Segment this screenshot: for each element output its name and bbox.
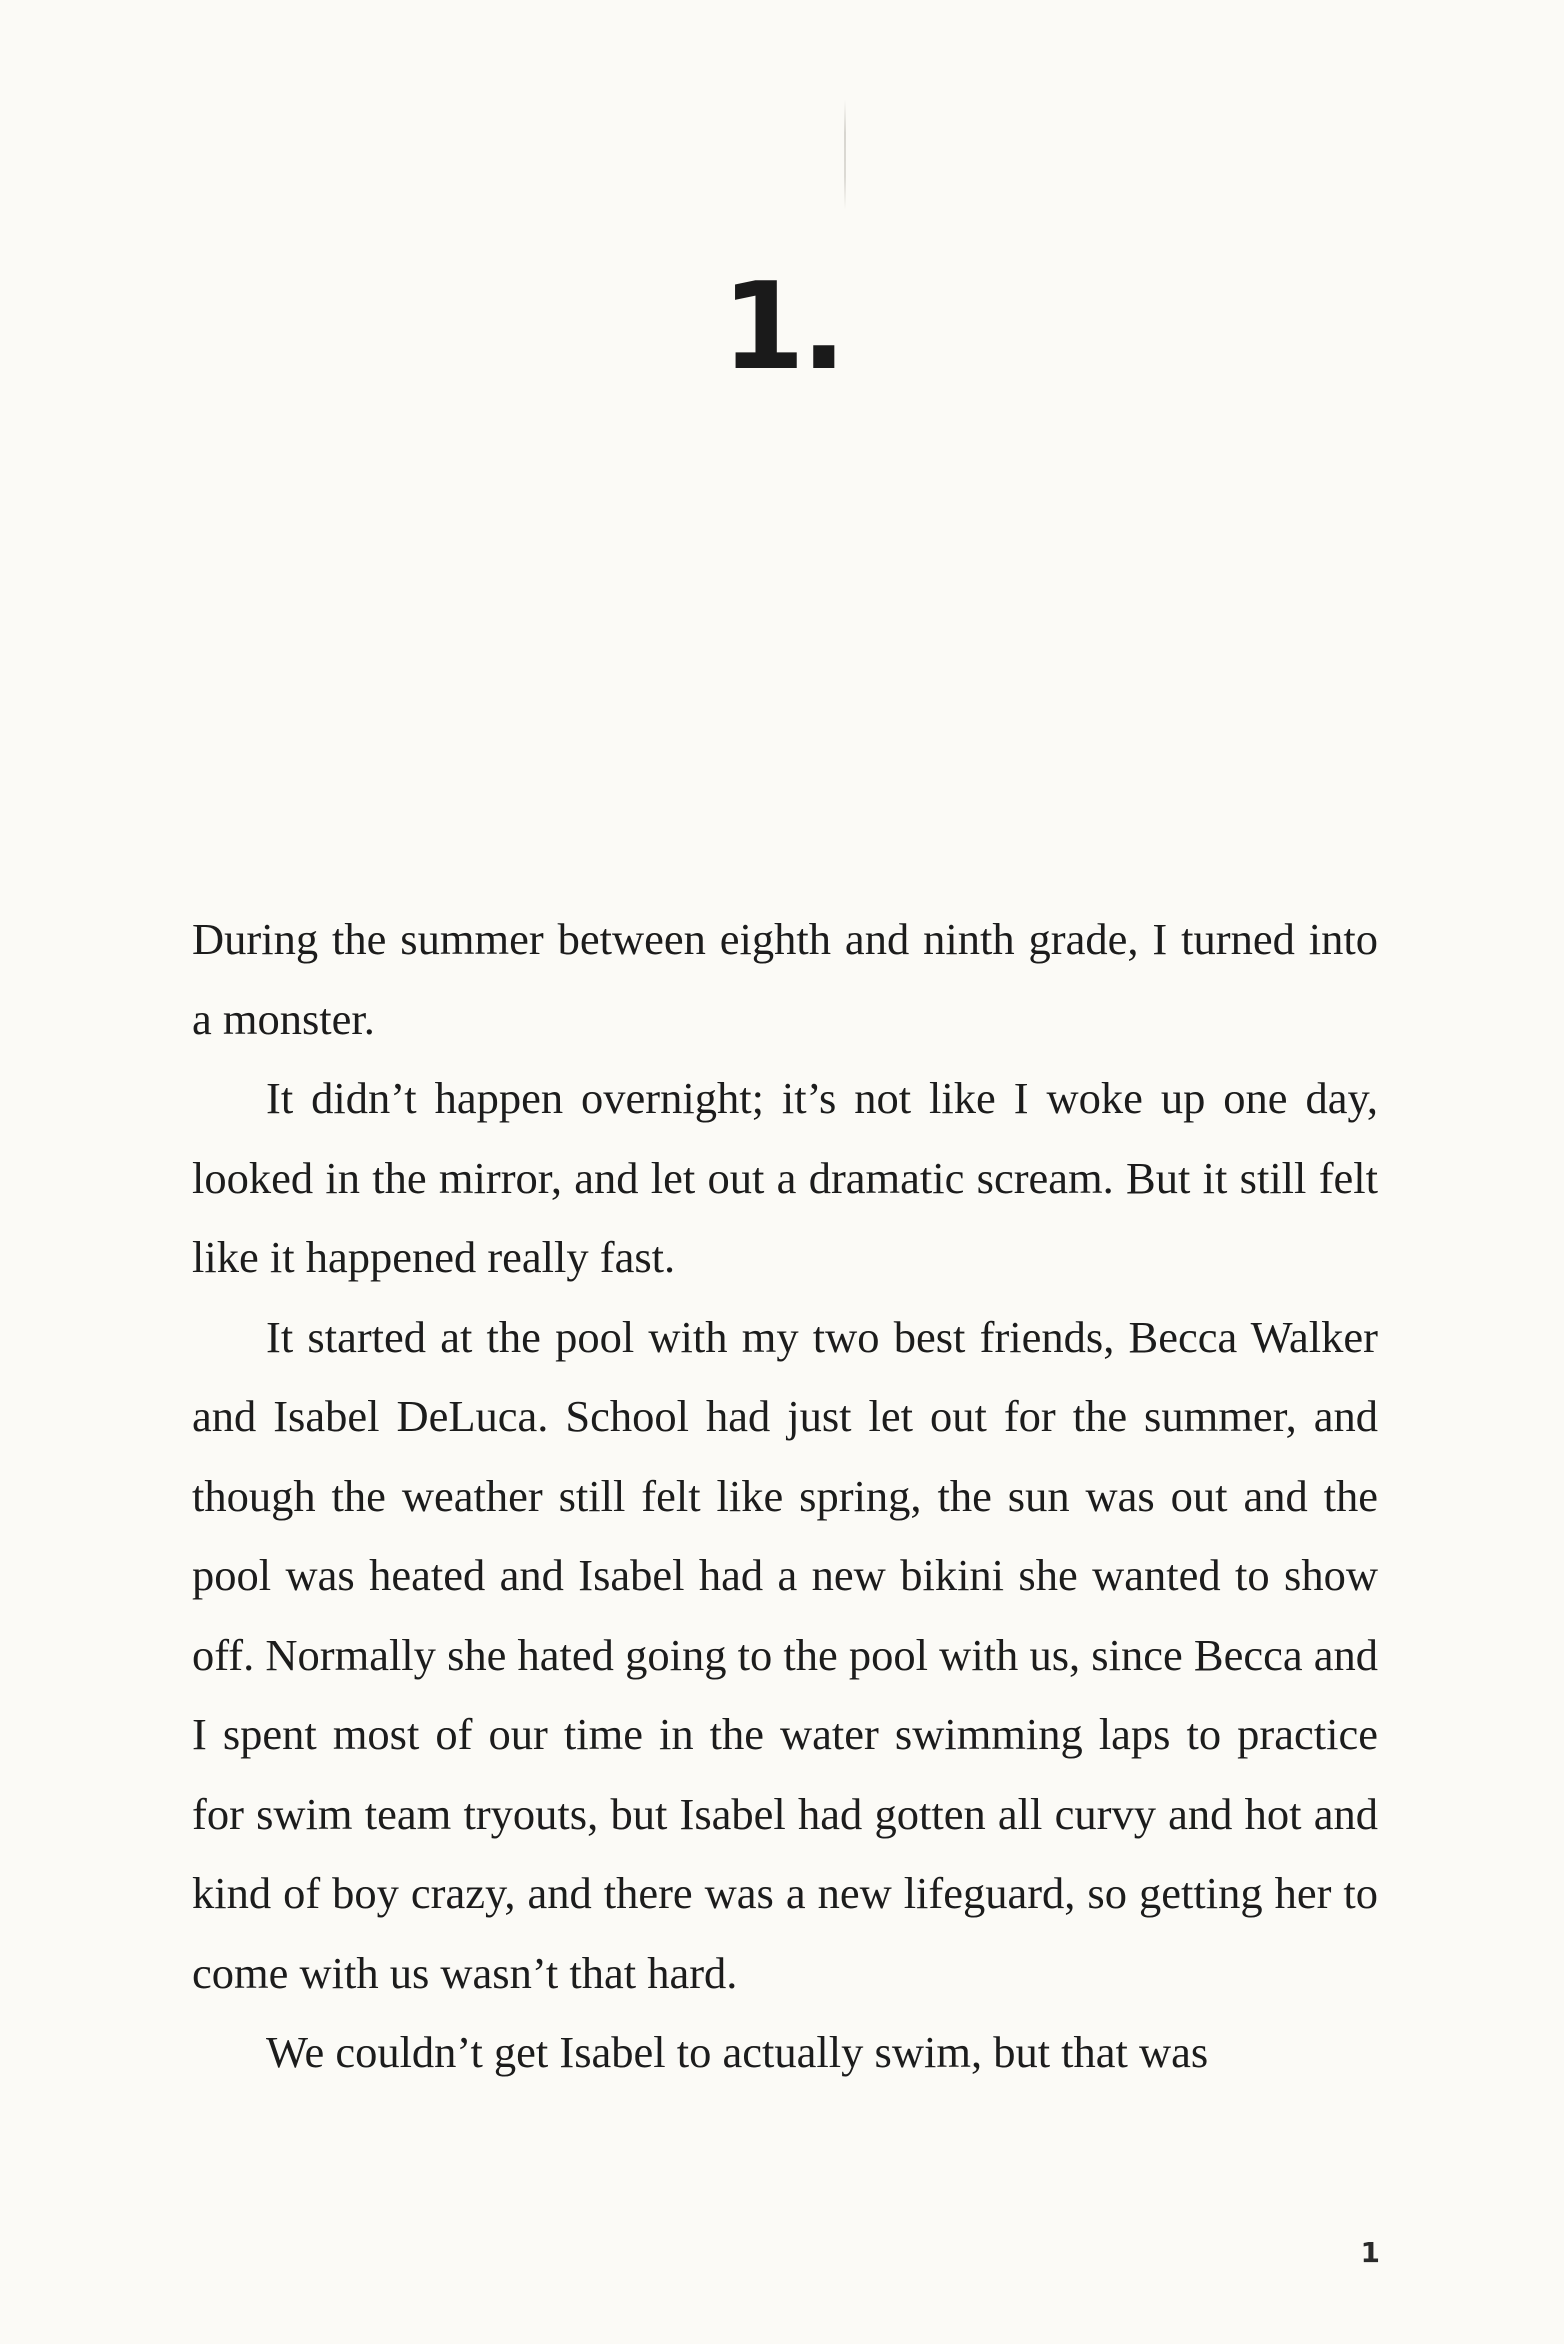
scan-artifact-line	[844, 100, 846, 210]
page-number: 1	[1360, 2236, 1380, 2269]
paragraph-1: During the summer between eighth and ninth grade, I turned into a monster.	[192, 914, 1378, 1044]
paragraph-3: It started at the pool with my two best friends, Becca Walker and Isabel DeLuca. School had just let out for the summer, and though the weather still felt like spring, the sun was out and the pool was heated and Isabel had a new bikini she wanted to show off. Normally she hated going to the pool with us, since Becca and I spent most of our time in the water swimming laps to practice for swim team tryouts, but Isabel had gotten all curvy and hot and kind of boy crazy, and there was a new lifeguard, so getting her to come with us wasn’t that hard.	[192, 1311, 1378, 1998]
paragraph-2: It didn’t happen overnight; it’s not like I woke up one day, looked in the mirror, and let out a dramatic scream. But it still felt like it happened really fast.	[192, 1073, 1378, 1282]
chapter-body	[192, 900, 1378, 2093]
chapter-number: 1.	[721, 258, 843, 397]
paragraph-4: We couldn’t get Isabel to actually swim, but that was	[266, 2027, 1209, 2077]
